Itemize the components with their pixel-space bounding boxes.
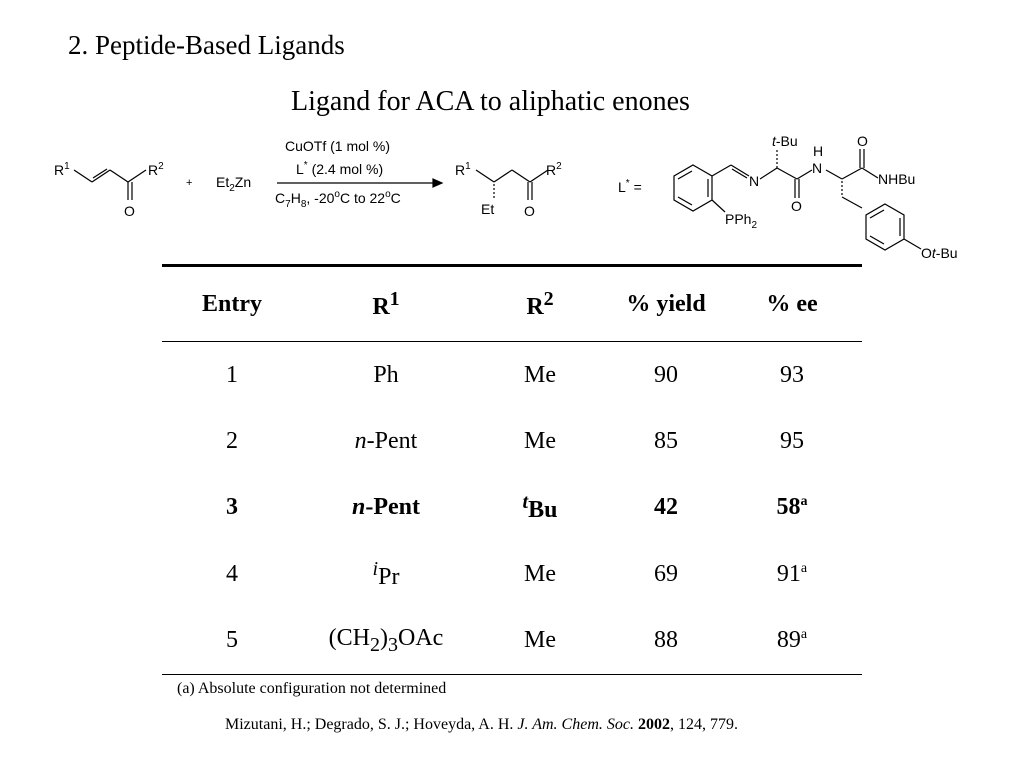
- table-row: [162, 608, 862, 675]
- header-r2: $R^2$: [526, 287, 554, 320]
- amide-n-label: N: [812, 160, 823, 176]
- ether-label: Ot-Bu: [921, 245, 958, 261]
- ee-cell: 95: [780, 427, 804, 454]
- results-table: [162, 264, 862, 675]
- reagent-label: $Et_2Zn$: [216, 174, 252, 194]
- imine-n-label: N: [749, 173, 760, 189]
- r1-cell: Ph: [373, 361, 399, 388]
- footnote: (a) Absolute configuration not determined: [177, 680, 447, 697]
- ligand-structure: [618, 133, 958, 261]
- slide-heading: 2. Peptide-Based Ligands: [68, 30, 345, 60]
- substrate-r2-label: $R^2$: [148, 161, 164, 178]
- r2-cell: Me: [524, 627, 556, 654]
- yield-cell: 88: [654, 627, 678, 654]
- yield-cell: 42: [654, 494, 678, 521]
- product-r2-label: $R^2$: [546, 161, 562, 178]
- ligand-definition-label: L* =: [618, 178, 642, 195]
- r1-cell: $^i$Pr: [372, 558, 400, 591]
- citation-year: 2002: [637, 716, 670, 733]
- reaction-scheme: [0, 120, 1024, 270]
- entry-cell: 5: [226, 627, 238, 654]
- ligand-loading-label: L* (2.4 mol %): [296, 160, 384, 177]
- entry-cell: 1: [226, 361, 238, 388]
- yield-cell: 85: [654, 427, 678, 454]
- entry-cell: 3: [226, 494, 238, 521]
- r2-cell: $^t$Bu: [522, 491, 558, 524]
- product-ethyl-label: Et: [481, 201, 495, 217]
- header-r2-sup: 2: [543, 287, 554, 310]
- r1-cell: $(CH_2)_3OAc$: [328, 625, 444, 656]
- product-ketone: [455, 161, 562, 219]
- conditions-label: $C_7H_8$, -20$^o$C to 22$^o$C: [275, 189, 401, 210]
- substrate-r1-label: $R^1$: [54, 161, 70, 178]
- entry-cell: 4: [226, 561, 238, 588]
- r2-cell: Me: [524, 561, 556, 588]
- phosphine-label: PPh$_2$: [725, 211, 758, 231]
- product-r1-label: $R^1$: [455, 161, 471, 178]
- r2-cell: Me: [524, 361, 556, 388]
- carbonyl-o2-label: O: [857, 133, 868, 149]
- entry-cell: 2: [226, 427, 238, 454]
- plus-sign: +: [186, 177, 193, 189]
- slide-subheading: Ligand for ACA to aliphatic enones: [291, 86, 690, 117]
- table-row: [162, 408, 862, 475]
- ee-cell: 93: [780, 361, 804, 388]
- r1-cell: n-Pent: [354, 427, 418, 454]
- header-ee: % ee: [766, 290, 818, 317]
- amide-h-label: H: [813, 143, 824, 159]
- tbu-label: t-Bu: [772, 133, 798, 149]
- citation-volume-pages: , 124, 779.: [669, 716, 738, 733]
- substrate-oxygen-label: O: [124, 203, 135, 219]
- citation: [225, 716, 738, 734]
- table-row: [162, 475, 862, 542]
- r2-cell: Me: [524, 427, 556, 454]
- yield-cell: 90: [654, 361, 678, 388]
- yield-cell: 69: [654, 561, 678, 588]
- table-row: [162, 541, 862, 608]
- ee-cell: 58$^a$: [776, 494, 808, 521]
- r1-cell: n-Pent: [351, 494, 420, 521]
- ee-cell: 91$^a$: [776, 561, 808, 588]
- amide-nhbu-label: NHBu: [878, 171, 916, 187]
- header-r1-sup: 1: [389, 287, 400, 310]
- carbonyl-o1-label: O: [791, 198, 802, 214]
- product-oxygen-label: O: [524, 203, 535, 219]
- header-entry: Entry: [202, 290, 262, 317]
- citation-journal: J. Am. Chem. Soc.: [517, 716, 634, 733]
- table-body: [162, 342, 862, 675]
- table-row: [162, 342, 862, 409]
- header-r1: $R^1$: [372, 287, 400, 320]
- substrate-enone: [54, 161, 164, 219]
- table-header: [162, 266, 862, 342]
- citation-authors: Mizutani, H.; Degrado, S. J.; Hoveyda, A. H.: [225, 716, 514, 733]
- catalyst-label: CuOTf (1 mol %): [285, 138, 391, 154]
- reaction-arrow-group: [275, 138, 442, 210]
- header-yield: % yield: [626, 290, 706, 317]
- ee-cell: 89$^a$: [776, 627, 808, 654]
